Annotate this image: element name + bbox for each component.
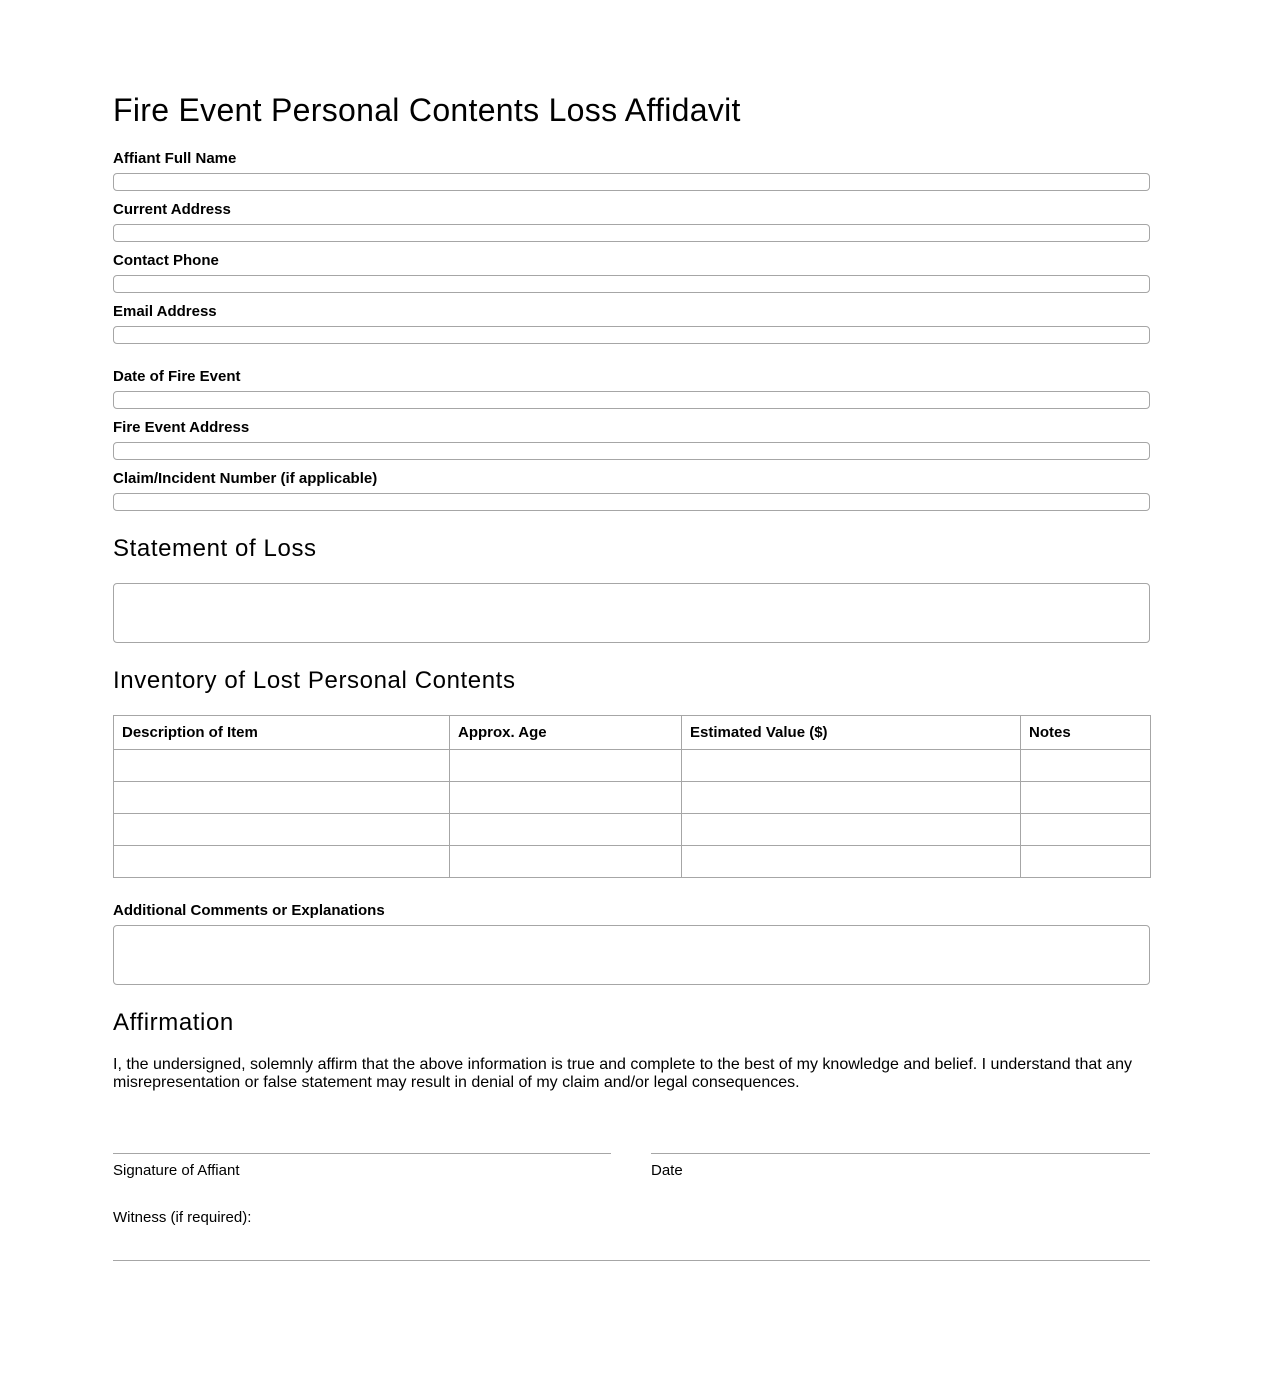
estimated-value-cell[interactable] — [682, 782, 1021, 814]
estimated-value-cell[interactable] — [682, 846, 1021, 878]
contact-phone-field[interactable] — [113, 275, 1150, 293]
affirmation-heading: Affirmation — [113, 1009, 234, 1036]
affiant-full-name-label: Affiant Full Name — [113, 150, 237, 167]
table-row — [114, 750, 1151, 782]
affirmation-statement: I, the undersigned, solemnly affirm that the above information is true and complete to the best of my knowledge and belief. I understand that any misrepresentation or false statement may result in denial of my claim and/or legal consequences. — [113, 1056, 1132, 1091]
affiant-full-name-field[interactable] — [113, 173, 1150, 191]
notes-cell[interactable] — [1021, 846, 1151, 878]
additional-comments-textarea[interactable] — [113, 925, 1150, 985]
witness-signature-line[interactable] — [113, 1260, 1150, 1261]
contact-phone-label: Contact Phone — [113, 252, 219, 269]
estimated-value-cell[interactable] — [682, 814, 1021, 846]
description-cell[interactable] — [114, 846, 450, 878]
date-of-fire-event-field[interactable] — [113, 391, 1150, 409]
table-row — [114, 846, 1151, 878]
additional-comments-label: Additional Comments or Explanations — [113, 902, 385, 919]
statement-of-loss-textarea[interactable] — [113, 583, 1150, 643]
signature-label: Signature of Affiant — [113, 1162, 240, 1179]
column-header-description: Description of Item — [114, 716, 450, 750]
claim-incident-number-field[interactable] — [113, 493, 1150, 511]
table-row — [114, 814, 1151, 846]
approx-age-cell[interactable] — [450, 814, 682, 846]
estimated-value-cell[interactable] — [682, 750, 1021, 782]
fire-event-address-label: Fire Event Address — [113, 419, 250, 436]
date-line[interactable] — [651, 1153, 1150, 1154]
inventory-table — [113, 715, 1151, 878]
notes-cell[interactable] — [1021, 750, 1151, 782]
inventory-heading: Inventory of Lost Personal Contents — [113, 667, 516, 694]
current-address-field[interactable] — [113, 224, 1150, 242]
date-of-fire-event-label: Date of Fire Event — [113, 368, 241, 385]
description-cell[interactable] — [114, 750, 450, 782]
fire-event-address-field[interactable] — [113, 442, 1150, 460]
date-label: Date — [651, 1162, 683, 1179]
email-address-field[interactable] — [113, 326, 1150, 344]
claim-incident-number-label: Claim/Incident Number (if applicable) — [113, 470, 378, 487]
witness-label: Witness (if required): — [113, 1209, 252, 1226]
page-title: Fire Event Personal Contents Loss Affidavit — [113, 92, 741, 128]
description-cell[interactable] — [114, 814, 450, 846]
column-header-approx-age: Approx. Age — [450, 716, 682, 750]
notes-cell[interactable] — [1021, 814, 1151, 846]
approx-age-cell[interactable] — [450, 782, 682, 814]
notes-cell[interactable] — [1021, 782, 1151, 814]
column-header-estimated-value: Estimated Value ($) — [682, 716, 1021, 750]
description-cell[interactable] — [114, 782, 450, 814]
table-row — [114, 782, 1151, 814]
approx-age-cell[interactable] — [450, 750, 682, 782]
signature-line[interactable] — [113, 1153, 611, 1154]
approx-age-cell[interactable] — [450, 846, 682, 878]
column-header-notes: Notes — [1021, 716, 1151, 750]
current-address-label: Current Address — [113, 201, 231, 218]
email-address-label: Email Address — [113, 303, 217, 320]
inventory-header-row — [114, 716, 1151, 750]
statement-of-loss-heading: Statement of Loss — [113, 535, 317, 562]
